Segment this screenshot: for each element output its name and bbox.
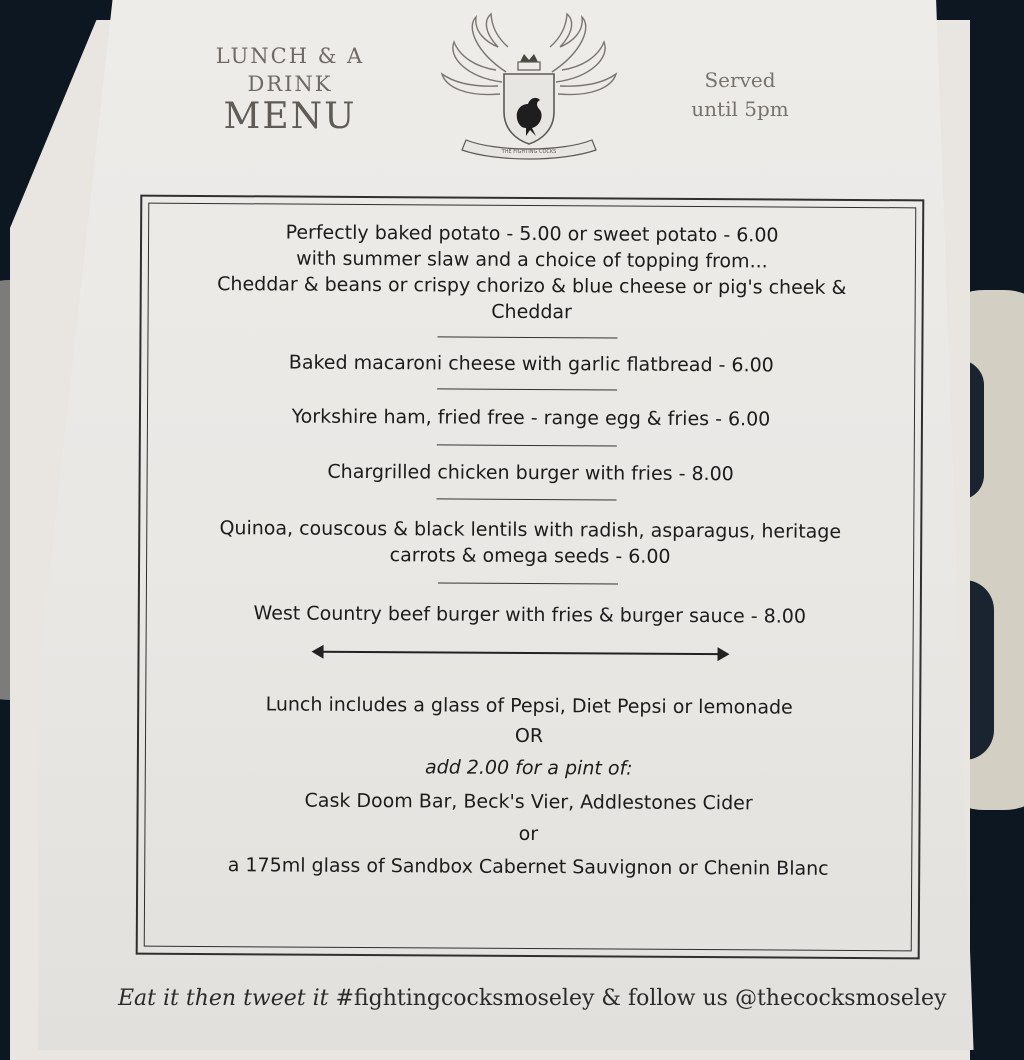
menu-item-ham: Yorkshire ham, fried free - range egg & fries - 6.00 — [291, 405, 771, 431]
footer-social — [118, 986, 947, 1011]
title-line-1: LUNCH & A — [215, 44, 365, 68]
menu-item-quinoa: Quinoa, couscous & black lentils with radish, asparagus, heritage — [219, 517, 842, 543]
served-line-1: Served — [704, 68, 776, 92]
menu-item-potato-desc: with summer slaw and a choice of topping from... — [296, 247, 768, 273]
crest-banner-text: THE FIGHTING COCKS — [501, 149, 557, 155]
drinks-included: Lunch includes a glass of Pepsi, Diet Pepsi or lemonade — [265, 693, 793, 719]
drinks-or: OR — [514, 724, 544, 748]
menu-item-chicken-burger: Chargrilled chicken burger with fries - 8.00 — [327, 460, 734, 486]
menu-item-quinoa-cont: carrots & omega seeds - 6.00 — [389, 544, 671, 568]
menu-item-macaroni: Baked macaroni cheese with garlic flatbread - 6.00 — [288, 351, 774, 377]
menu-item-potato: Perfectly baked potato - 5.00 or sweet potato - 6.00 — [285, 221, 779, 247]
drinks-or-lower: or — [518, 822, 539, 846]
menu-title — [190, 44, 390, 137]
menu-item-potato-toppings: Cheddar & beans or crispy chorizo & blue cheese or pig's cheek & — [217, 273, 847, 299]
drinks-pints: Cask Doom Bar, Beck's Vier, Addlestones Cider — [304, 789, 753, 815]
menu-item-beef-burger: West Country beef burger with fries & burger sauce - 8.00 — [253, 602, 807, 628]
title-line-3: MENU — [223, 96, 357, 137]
drinks-upgrade: add 2.00 for a pint of: — [424, 756, 633, 780]
arrow-right-icon — [717, 647, 729, 661]
footer-tagline: Eat it then tweet it — [118, 986, 329, 1011]
menu-item-potato-toppings-cont: Cheddar — [491, 300, 572, 324]
footer-handles: #fightingcocksmoseley & follow us @thecocksmoseley — [335, 986, 947, 1011]
drinks-wine: a 175ml glass of Sandbox Cabernet Sauvignon or Chenin Blanc — [227, 854, 829, 880]
arrow-left-icon — [311, 645, 323, 659]
crest-logo — [436, 12, 622, 162]
title-line-2: DRINK — [247, 72, 333, 96]
menu-frame — [136, 195, 925, 960]
served-line-2: until 5pm — [691, 97, 789, 121]
served-note — [660, 66, 820, 124]
